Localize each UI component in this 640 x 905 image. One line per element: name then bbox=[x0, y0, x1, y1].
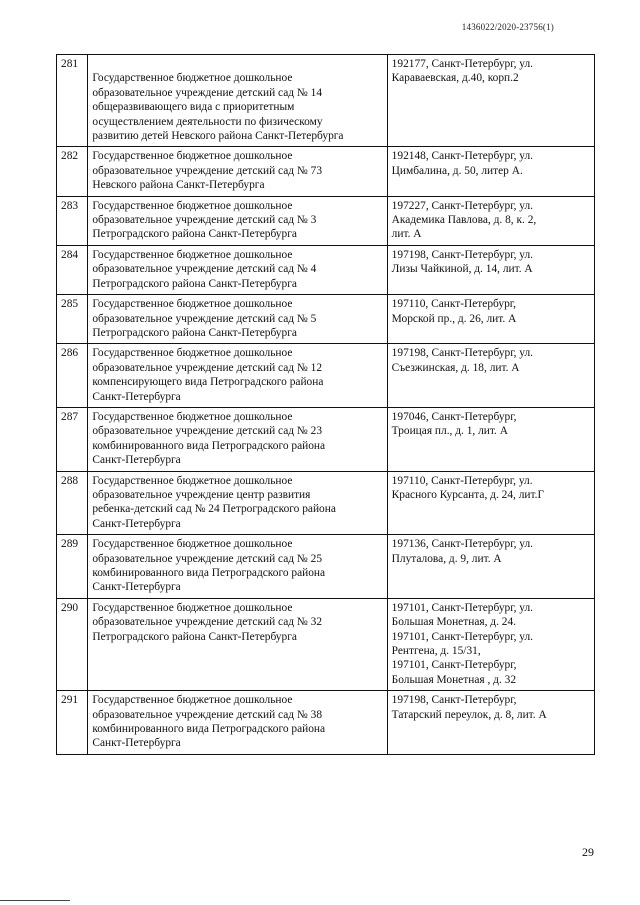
institution-address: 197110, Санкт-Петербург, Морской пр., д. 26, лит. А bbox=[387, 295, 594, 344]
table-row bbox=[57, 598, 595, 690]
institution-name: Государственное бюджетное дошкольное образовательное учреждение детский сад № 32 Петроградского района Санкт-Петербурга bbox=[88, 598, 387, 690]
row-number: 281 bbox=[57, 55, 88, 147]
row-number: 290 bbox=[57, 598, 88, 690]
institution-address: 197198, Санкт-Петербург, ул. Съезжинская, д. 18, лит. А bbox=[387, 344, 594, 408]
institution-name: Государственное бюджетное дошкольное образовательное учреждение детский сад № 5 Петроградского района Санкт-Петербурга bbox=[88, 295, 387, 344]
institution-name: Государственное бюджетное дошкольное образовательное учреждение детский сад № 14 общеразвивающего вида с приоритетным осуществлением деятельности по физическому развитию детей Невского района Санкт-Петербурга bbox=[88, 55, 387, 147]
row-number: 289 bbox=[57, 535, 88, 599]
institution-address: 192148, Санкт-Петербург, ул. Цимбалина, д. 50, литер А. bbox=[387, 147, 594, 196]
institution-address: 197136, Санкт-Петербург, ул. Плуталова, д. 9, лит. А bbox=[387, 535, 594, 599]
institution-address: 197198, Санкт-Петербург, ул. Лизы Чайкиной, д. 14, лит. А bbox=[387, 245, 594, 294]
table-row bbox=[57, 471, 595, 535]
institution-address: 197198, Санкт-Петербург, Татарский переулок, д. 8, лит. А bbox=[387, 691, 594, 755]
institution-name: Государственное бюджетное дошкольное образовательное учреждение детский сад № 25 комбинированного вида Петроградского района Санкт-Петербурга bbox=[88, 535, 387, 599]
row-number: 284 bbox=[57, 245, 88, 294]
institution-name: Государственное бюджетное дошкольное образовательное учреждение детский сад № 3 Петроградского района Санкт-Петербурга bbox=[88, 196, 387, 245]
table-row bbox=[57, 691, 595, 755]
institution-name: Государственное бюджетное дошкольное образовательное учреждение детский сад № 38 комбинированного вида Петроградского района Санкт-Петербурга bbox=[88, 691, 387, 755]
registry-table bbox=[56, 54, 595, 755]
row-number: 285 bbox=[57, 295, 88, 344]
row-number: 287 bbox=[57, 407, 88, 471]
institution-address: 197101, Санкт-Петербург, ул. Большая Монетная, д. 24. 197101, Санкт-Петербург, ул. Рентгена, д. 15/31, 197101, Санкт-Петербург, Большая Монетная , д. 32 bbox=[387, 598, 594, 690]
page-number: 29 bbox=[582, 845, 594, 859]
institution-address: 197110, Санкт-Петербург, ул. Красного Курсанта, д. 24, лит.Г bbox=[387, 471, 594, 535]
table-row bbox=[57, 407, 595, 471]
institution-address: 197227, Санкт-Петербург, ул. Академика Павлова, д. 8, к. 2, лит. А bbox=[387, 196, 594, 245]
institution-name: Государственное бюджетное дошкольное образовательное учреждение детский сад № 23 комбинированного вида Петроградского района Санкт-Петербурга bbox=[88, 407, 387, 471]
row-number: 291 bbox=[57, 691, 88, 755]
document-id: 1436022/2020-23756(1) bbox=[461, 22, 554, 32]
institution-address: 197046, Санкт-Петербург, Троицая пл., д. 1, лит. А bbox=[387, 407, 594, 471]
table-row bbox=[57, 245, 595, 294]
institution-name: Государственное бюджетное дошкольное образовательное учреждение центр развития ребенка-детский сад № 24 Петроградского района Санкт-Петербурга bbox=[88, 471, 387, 535]
row-number: 286 bbox=[57, 344, 88, 408]
row-number: 282 bbox=[57, 147, 88, 196]
row-number: 283 bbox=[57, 196, 88, 245]
table-row bbox=[57, 344, 595, 408]
table-row bbox=[57, 147, 595, 196]
table-row bbox=[57, 535, 595, 599]
institution-name: Государственное бюджетное дошкольное образовательное учреждение детский сад № 12 компенсирующего вида Петроградского района Санкт-Петербурга bbox=[88, 344, 387, 408]
row-number: 288 bbox=[57, 471, 88, 535]
table-row bbox=[57, 55, 595, 147]
table-row bbox=[57, 196, 595, 245]
institution-name: Государственное бюджетное дошкольное образовательное учреждение детский сад № 4 Петроградского района Санкт-Петербурга bbox=[88, 245, 387, 294]
institution-name: Государственное бюджетное дошкольное образовательное учреждение детский сад № 73 Невского района Санкт-Петербурга bbox=[88, 147, 387, 196]
institution-address: 192177, Санкт-Петербург, ул. Караваевская, д.40, корп.2 bbox=[387, 55, 594, 147]
table-row bbox=[57, 295, 595, 344]
scan-edge-line bbox=[0, 900, 70, 901]
